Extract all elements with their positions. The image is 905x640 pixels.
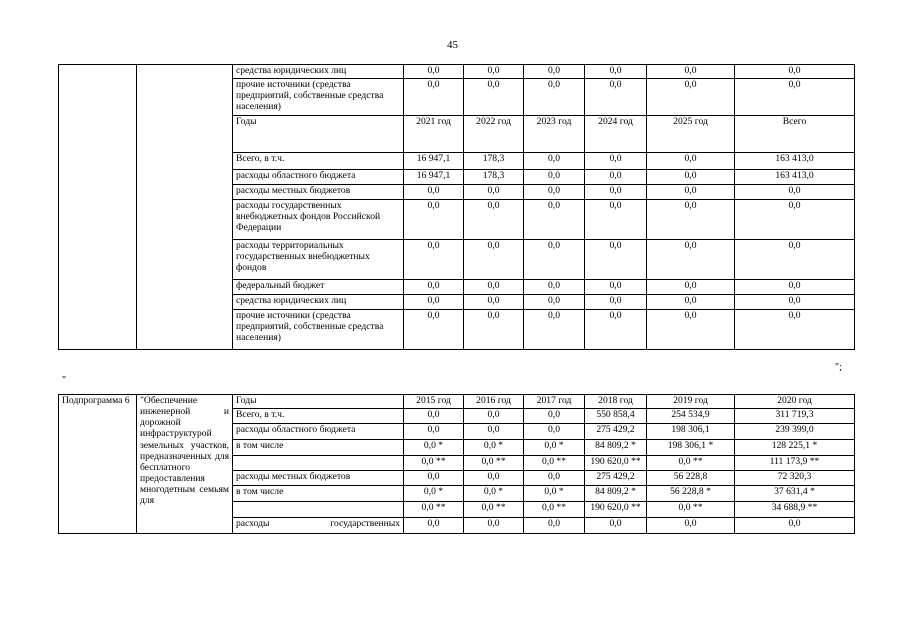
value-cell: 0,0 **	[404, 502, 464, 518]
value-cell: 0,0	[647, 79, 735, 116]
value-cell: 0,0	[524, 79, 585, 116]
value-cell: 72 320,3	[735, 471, 855, 486]
value-cell: 0,0	[464, 409, 524, 424]
row-label: прочие источники (средства предприятий, собственные средства населения)	[233, 310, 404, 350]
value-cell: 178,3	[464, 153, 524, 170]
value-cell: 0,0	[524, 471, 585, 486]
row-label: Всего, в т.ч.	[233, 409, 404, 424]
value-cell: 0,0	[404, 518, 464, 534]
row-label: Годы	[233, 395, 404, 409]
page-number: 45	[447, 39, 458, 51]
value-cell: 0,0	[735, 79, 855, 116]
value-cell: 0,0	[404, 295, 464, 310]
value-cell: 0,0 *	[404, 486, 464, 502]
value-cell: 0,0	[735, 310, 855, 350]
blank-cell	[59, 65, 137, 350]
value-cell: 0,0	[647, 295, 735, 310]
value-cell: 190 620,0 **	[585, 502, 647, 518]
row-label: средства юридических лиц	[233, 295, 404, 310]
value-cell: 0,0	[404, 280, 464, 295]
value-cell: 0,0	[404, 240, 464, 280]
value-cell: 2016 год	[464, 395, 524, 409]
value-cell: 0,0	[647, 65, 735, 79]
row-label: расходы областного бюджета	[233, 424, 404, 440]
value-cell: 0,0 **	[464, 502, 524, 518]
value-cell: 254 534,9	[647, 409, 735, 424]
value-cell: 2024 год	[585, 116, 647, 153]
value-cell: 0,0	[735, 518, 855, 534]
value-cell: 178,3	[464, 170, 524, 185]
row-label: средства юридических лиц	[233, 65, 404, 79]
value-cell: 0,0	[524, 280, 585, 295]
value-cell: 0,0	[647, 518, 735, 534]
value-cell: 2020 год	[735, 395, 855, 409]
value-cell: 0,0	[524, 518, 585, 534]
value-cell: 2015 год	[404, 395, 464, 409]
subprogram-6-table	[58, 394, 855, 534]
value-cell: 0,0	[524, 65, 585, 79]
table-row	[59, 395, 855, 409]
opening-quote: "	[62, 375, 67, 386]
table-row	[59, 65, 855, 79]
value-cell: 239 399,0	[735, 424, 855, 440]
row-label: в том числе	[233, 486, 404, 502]
value-cell: 190 620,0 **	[585, 456, 647, 471]
value-cell: 0,0	[524, 153, 585, 170]
value-cell: 0,0	[585, 280, 647, 295]
value-cell: 2017 год	[524, 395, 585, 409]
value-cell: 0,0	[464, 310, 524, 350]
value-cell: 163 413,0	[735, 170, 855, 185]
row-label: прочие источники (средства предприятий, собственные средства населения)	[233, 79, 404, 116]
value-cell: 0,0 *	[464, 486, 524, 502]
value-cell: 0,0	[404, 310, 464, 350]
value-cell: 0,0 *	[524, 440, 585, 456]
value-cell: 0,0	[524, 185, 585, 200]
value-cell: 0,0	[524, 409, 585, 424]
value-cell: 0,0 *	[404, 440, 464, 456]
value-cell: 111 173,9 **	[735, 456, 855, 471]
value-cell: 0,0	[404, 424, 464, 440]
subprogram-name: Подпрограмма 6	[59, 395, 137, 534]
value-cell: 0,0	[464, 185, 524, 200]
value-cell: 198 306,1 *	[647, 440, 735, 456]
value-cell: 0,0 *	[464, 440, 524, 456]
value-cell: 0,0	[735, 295, 855, 310]
row-label: федеральный бюджет	[233, 280, 404, 295]
blank-cell	[137, 65, 233, 350]
value-cell: 0,0	[735, 240, 855, 280]
value-cell: 275 429,2	[585, 471, 647, 486]
value-cell: 0,0	[464, 295, 524, 310]
row-label: Годы	[233, 116, 404, 153]
value-cell: 0,0	[404, 471, 464, 486]
value-cell: 0,0	[464, 518, 524, 534]
closing-quote: ";	[835, 362, 842, 373]
value-cell: Всего	[735, 116, 855, 153]
row-label: расходы государственных	[233, 518, 404, 534]
value-cell: 0,0	[464, 200, 524, 240]
value-cell: 37 631,4 *	[735, 486, 855, 502]
row-label: расходы государственных внебюджетных фондов Российской Федерации	[233, 200, 404, 240]
value-cell: 0,0	[524, 170, 585, 185]
value-cell: 56 228,8	[647, 471, 735, 486]
value-cell: 0,0	[524, 295, 585, 310]
value-cell: 0,0	[647, 310, 735, 350]
row-label: в том числе	[233, 440, 404, 456]
value-cell: 0,0	[585, 240, 647, 280]
value-cell: 2025 год	[647, 116, 735, 153]
value-cell: 0,0	[524, 310, 585, 350]
value-cell: 0,0	[524, 240, 585, 280]
value-cell: 2022 год	[464, 116, 524, 153]
value-cell: 2019 год	[647, 395, 735, 409]
row-label: Всего, в т.ч.	[233, 153, 404, 170]
value-cell: 0,0	[647, 280, 735, 295]
value-cell: 16 947,1	[404, 170, 464, 185]
value-cell: 0,0 **	[524, 502, 585, 518]
value-cell: 198 306,1	[647, 424, 735, 440]
value-cell: 0,0	[585, 79, 647, 116]
value-cell: 0,0	[524, 200, 585, 240]
value-cell: 0,0	[464, 471, 524, 486]
value-cell: 0,0	[464, 240, 524, 280]
value-cell: 0,0 **	[647, 502, 735, 518]
value-cell: 16 947,1	[404, 153, 464, 170]
value-cell: 0,0 **	[647, 456, 735, 471]
value-cell: 2021 год	[404, 116, 464, 153]
value-cell: 0,0	[464, 280, 524, 295]
value-cell: 0,0	[585, 310, 647, 350]
value-cell: 0,0	[647, 153, 735, 170]
value-cell: 0,0	[647, 200, 735, 240]
value-cell: 34 688,9 **	[735, 502, 855, 518]
value-cell: 0,0 **	[404, 456, 464, 471]
subprogram-description: "Обеспечение инженерной и дорожной инфраструктурой земельных участков, предназначенных для бесплатного предоставления многодетным семьям для	[137, 395, 233, 534]
value-cell: 0,0	[735, 185, 855, 200]
value-cell: 84 809,2 *	[585, 486, 647, 502]
value-cell: 0,0 **	[464, 456, 524, 471]
value-cell: 84 809,2 *	[585, 440, 647, 456]
value-cell: 0,0	[464, 65, 524, 79]
value-cell: 0,0	[585, 518, 647, 534]
value-cell: 0,0	[404, 409, 464, 424]
value-cell: 0,0	[585, 185, 647, 200]
value-cell: 2018 год	[585, 395, 647, 409]
row-label	[233, 456, 404, 471]
value-cell: 2023 год	[524, 116, 585, 153]
value-cell: 0,0	[464, 79, 524, 116]
value-cell: 0,0 *	[524, 486, 585, 502]
row-label: расходы территориальных государственных внебюджетных фондов	[233, 240, 404, 280]
funding-table-continued	[58, 64, 855, 350]
value-cell: 56 228,8 *	[647, 486, 735, 502]
value-cell: 0,0	[404, 185, 464, 200]
value-cell: 0,0	[585, 153, 647, 170]
value-cell: 275 429,2	[585, 424, 647, 440]
row-label	[233, 502, 404, 518]
value-cell: 0,0	[647, 185, 735, 200]
value-cell: 0,0	[464, 424, 524, 440]
value-cell: 128 225,1 *	[735, 440, 855, 456]
value-cell: 0,0	[524, 424, 585, 440]
row-label: расходы местных бюджетов	[233, 471, 404, 486]
value-cell: 0,0	[404, 200, 464, 240]
value-cell: 0,0	[404, 65, 464, 79]
row-label: расходы местных бюджетов	[233, 185, 404, 200]
value-cell: 0,0	[647, 240, 735, 280]
value-cell: 163 413,0	[735, 153, 855, 170]
value-cell: 0,0	[585, 170, 647, 185]
value-cell: 550 858,4	[585, 409, 647, 424]
row-label: расходы областного бюджета	[233, 170, 404, 185]
value-cell: 311 719,3	[735, 409, 855, 424]
value-cell: 0,0	[735, 65, 855, 79]
value-cell: 0,0	[585, 200, 647, 240]
value-cell: 0,0	[735, 200, 855, 240]
value-cell: 0,0 **	[524, 456, 585, 471]
value-cell: 0,0	[735, 280, 855, 295]
value-cell: 0,0	[647, 170, 735, 185]
value-cell: 0,0	[585, 295, 647, 310]
value-cell: 0,0	[585, 65, 647, 79]
value-cell: 0,0	[404, 79, 464, 116]
